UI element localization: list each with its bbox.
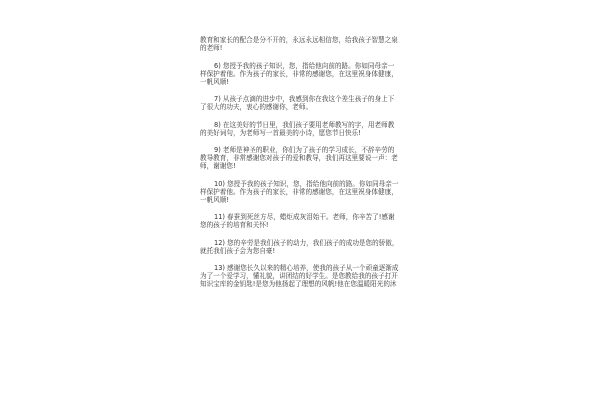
text-line: 教育和家长的配合是分不开的，永远永远相信您，给我孩子智慧之泉 bbox=[200, 36, 398, 44]
intro-paragraph bbox=[200, 36, 406, 52]
document-body bbox=[200, 36, 406, 298]
text-line: 8) 在这美好的节日里，我们孩子要用老师教写的字，用老师教 bbox=[214, 120, 395, 129]
text-line: 为了一个爱学习，懂礼貌，讲团结的好学生。是您教给我的孩子打开 bbox=[200, 272, 398, 280]
numbered-paragraph bbox=[200, 146, 406, 170]
text-line: 一帆风顺! bbox=[200, 77, 230, 86]
text-line: 样保护着他。作为孩子的家长，非常的感谢您，在这里祝身体健康， bbox=[200, 187, 398, 196]
text-line: 11) 春蚕到死丝方尽，蜡炬成灰泪始干。老师，你辛苦了!感谢 bbox=[214, 213, 395, 221]
text-line: 师，谢谢您! bbox=[200, 162, 236, 170]
numbered-paragraph bbox=[200, 213, 406, 229]
text-line: 一帆风顺! bbox=[200, 195, 230, 204]
text-line: 7) 从孩子点滴的进步中，我感到你在我这个差生孩子的身上下 bbox=[214, 95, 395, 103]
text-line: 10) 您授予我的孩子知识，您，指给他向前的路。你如同母亲一 bbox=[214, 179, 399, 188]
numbered-paragraph bbox=[200, 95, 406, 111]
text-line: 教导教育，非常感谢您对孩子的爱和教导，我们再这里要说一声：老 bbox=[200, 154, 398, 162]
text-line: 的美好词句，为老师写一首最美的小诗，愿您节日快乐! bbox=[200, 128, 361, 137]
numbered-paragraph bbox=[200, 264, 406, 288]
text-line: 样保护着他。作为孩子的家长，非常的感谢您，在这里祝身体健康， bbox=[200, 69, 398, 78]
text-line: 12) 您的辛劳是我们孩子的动力，我们孩子的成功是您的骄傲， bbox=[214, 238, 399, 247]
text-line: 知识宝库的金钥匙!是您为他扬起了理想的风帆!他在您温暖阳光的沐 bbox=[200, 280, 397, 288]
text-line: 您的孩子的培育和关怀! bbox=[200, 221, 269, 229]
numbered-paragraph bbox=[200, 62, 406, 86]
numbered-paragraph bbox=[200, 180, 406, 204]
text-line: 的老师! bbox=[200, 44, 223, 52]
text-line: 9) 老师是神圣的职业，你们为了孩子的学习成长，不辞辛劳的 bbox=[214, 146, 395, 154]
text-line: 13) 感谢您长久以来的精心培养，使我的孩子从一个顽童逐渐成 bbox=[214, 264, 399, 272]
numbered-paragraph bbox=[200, 239, 406, 255]
numbered-paragraph bbox=[200, 121, 406, 137]
text-line: 了很大的功夫，衷心的感谢你，老师。 bbox=[200, 103, 313, 111]
text-line: 6) 您授予我的孩子知识，您，指给他向前的路。你如同母亲一 bbox=[214, 61, 395, 70]
text-line: 就托我们孩子会为您自豪! bbox=[200, 246, 276, 255]
